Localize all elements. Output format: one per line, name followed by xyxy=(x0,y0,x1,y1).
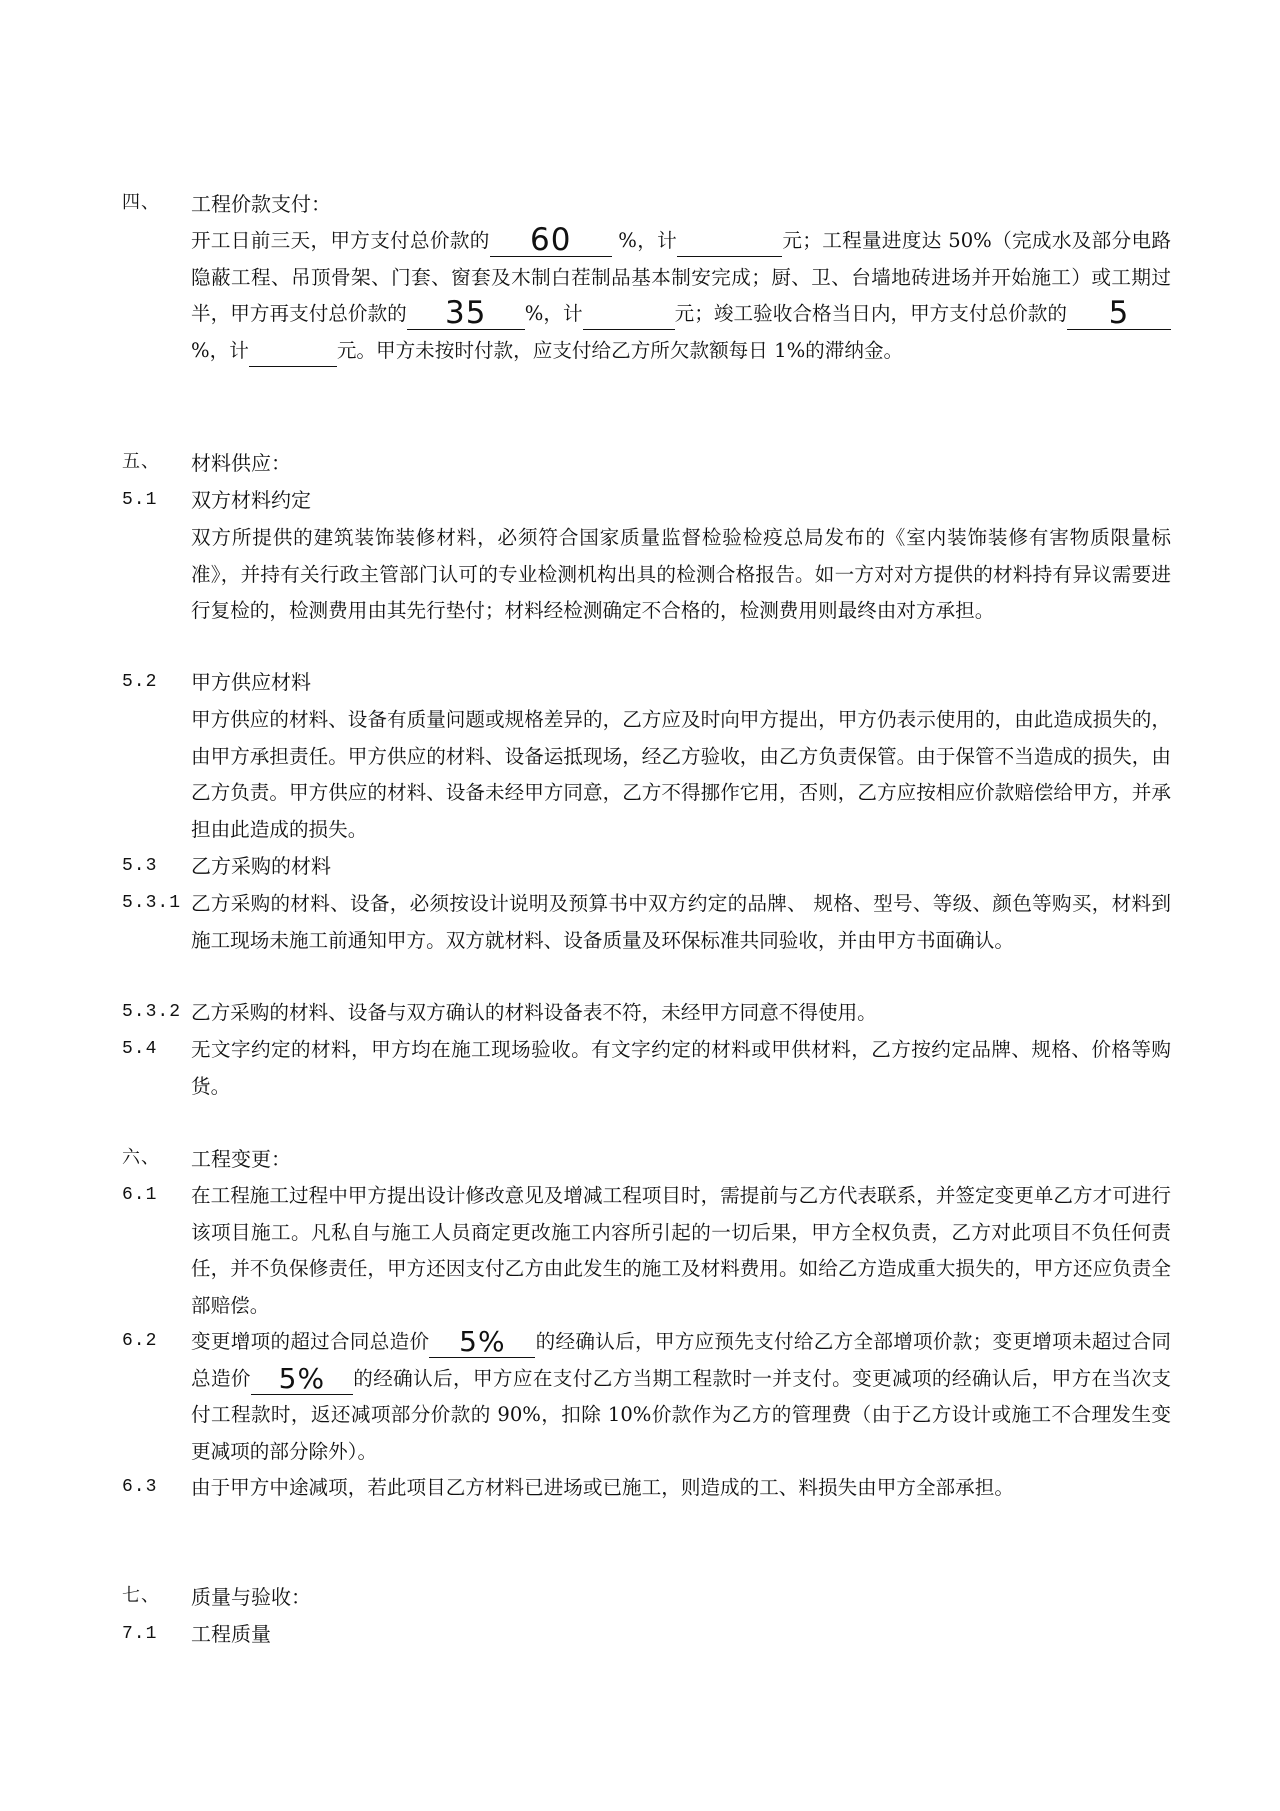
text-segment: %，计 xyxy=(611,229,678,252)
text-segment: 元；工程量进度达 50%（完成水及部分电路隐蔽工程、吊顶骨架、门套、窗套及木制白茬制品基本制安完成；厨、卫、台墙地砖进场并开始施工）或工期过半，甲方再支付总价款的 xyxy=(191,229,1172,326)
clause-5-2-title: 甲方供应材料 xyxy=(191,670,311,694)
section-4-payment-paragraph xyxy=(191,223,1171,369)
start-payment-percent-blank xyxy=(490,222,612,258)
text-segment: 的经确认后，甲方应在支付乙方当期工程款时一并支付。变更减项的经确认后，甲方在当次支付工程款时，返还减项部分价款的 90%，扣除 10%价款作为乙方的管理费（由于乙方设计或施工不合理发生变更减项的部分除外）。 xyxy=(191,1366,1172,1463)
clause-7-1-number: 7.1 xyxy=(122,1624,158,1644)
clause-5-3-title: 乙方采购的材料 xyxy=(191,854,331,878)
section-6-number: 六、 xyxy=(122,1149,160,1169)
text-segment: 元；竣工验收合格当日内，甲方支付总价款的 xyxy=(674,302,1067,326)
clause-5-3-number: 5.3 xyxy=(122,856,158,876)
clause-6-1-number: 6.1 xyxy=(122,1185,158,1205)
text-segment: 变更增项的超过合同总造价 xyxy=(191,1330,430,1353)
clause-5-1-title: 双方材料约定 xyxy=(191,488,311,512)
final-payment-amount-blank xyxy=(249,338,337,367)
handwritten-value: 5% xyxy=(459,1325,506,1358)
clause-6-1-text: 在工程施工过程中甲方提出设计修改意见及增减工程项目时，需提前与乙方代表联系，并签定变更单乙方才可进行该项目施工。凡私自与施工人员商定更改施工内容所引起的一切后果，甲方全权负责，乙方对此项目不负任何责任，并不负保修责任，甲方还因支付乙方由此发生的施工及材料费用。如给乙方造成重大损失的，甲方还应负责全部赔偿。 xyxy=(191,1184,1171,1317)
section-7-number: 七、 xyxy=(122,1587,160,1607)
under-total-percent-blank xyxy=(251,1361,353,1395)
section-6-title: 工程变更： xyxy=(191,1147,291,1171)
clause-5-3-2-number: 5.3.2 xyxy=(122,1002,182,1022)
start-payment-amount-blank xyxy=(677,228,782,257)
clause-5-2-number: 5.2 xyxy=(122,672,158,692)
clause-5-1-text: 双方所提供的建筑装饰装修材料，必须符合国家质量监督检验检疫总局发布的《室内装饰装修有害物质限量标准》，并持有关行政主管部门认可的专业检测机构出具的检测合格报告。如一方对对方提供的材料持有异议需要进行复检的，检测费用由其先行垫付；材料经检测确定不合格的，检测费用则最终由对方承担。 xyxy=(191,526,1171,623)
clause-6-3-number: 6.3 xyxy=(122,1477,158,1497)
text-segment: %，计 xyxy=(524,302,583,326)
clause-6-2-number: 6.2 xyxy=(122,1331,158,1351)
clause-5-3-2-text: 乙方采购的材料、设备与双方确认的材料设备表不符，未经甲方同意不得使用。 xyxy=(191,1001,877,1024)
clause-5-3-1-number: 5.3.1 xyxy=(122,893,182,913)
clause-6-3-text: 由于甲方中途减项，若此项目乙方材料已进场或已施工，则造成的工、料损失由甲方全部承担。 xyxy=(191,1476,1014,1499)
over-total-percent-blank xyxy=(429,1325,535,1358)
section-5-number: 五、 xyxy=(122,453,160,473)
clause-5-4-text: 无文字约定的材料，甲方均在施工现场验收。有文字约定的材料或甲供材料，乙方按约定品牌、规格、价格等购货。 xyxy=(191,1038,1171,1098)
handwritten-value: 35 xyxy=(445,295,487,332)
mid-payment-percent-blank xyxy=(407,295,525,332)
section-4-title: 工程价款支付： xyxy=(191,192,331,216)
clause-5-3-1-text: 乙方采购的材料、设备，必须按设计说明及预算书中双方约定的品牌、 规格、型号、等级、颜色等购买，材料到施工现场未施工前通知甲方。双方就材料、设备质量及环保标准共同验收，并由甲方书面确认。 xyxy=(191,892,1171,952)
clause-5-2-text: 甲方供应的材料、设备有质量问题或规格差异的，乙方应及时向甲方提出，甲方仍表示使用的，由此造成损失的，由甲方承担责任。甲方供应的材料、设备运抵现场，经乙方验收，由乙方负责保管。由于保管不当造成的损失，由乙方负责。甲方供应的材料、设备未经甲方同意，乙方不得挪作它用，否则，乙方应按相应价款赔偿给甲方，并承担由此造成的损失。 xyxy=(191,708,1171,841)
section-5-title: 材料供应： xyxy=(191,451,291,475)
clause-5-4-number: 5.4 xyxy=(122,1039,158,1059)
mid-payment-amount-blank xyxy=(583,301,675,330)
handwritten-value: 5% xyxy=(278,1361,326,1395)
handwritten-value: 60 xyxy=(529,222,572,258)
clause-6-2-text xyxy=(191,1324,1171,1470)
section-4-number: 四、 xyxy=(122,194,160,214)
text-segment: %，计 xyxy=(191,338,249,362)
text-segment: 元。甲方未按时付款，应支付给乙方所欠款额每日 1%的滞纳金。 xyxy=(336,338,904,362)
handwritten-value: 5 xyxy=(1108,295,1130,332)
clause-7-1-title: 工程质量 xyxy=(191,1622,271,1646)
text-segment: 开工日前三天，甲方支付总价款的 xyxy=(191,229,490,252)
clause-5-1-number: 5.1 xyxy=(122,490,158,510)
text-segment: 的经确认后，甲方应预先支付给乙方全部增项价款；变更增项未超过合同总造价 xyxy=(191,1330,1172,1390)
final-payment-percent-blank xyxy=(1067,295,1171,332)
section-7-title: 质量与验收： xyxy=(191,1585,311,1609)
